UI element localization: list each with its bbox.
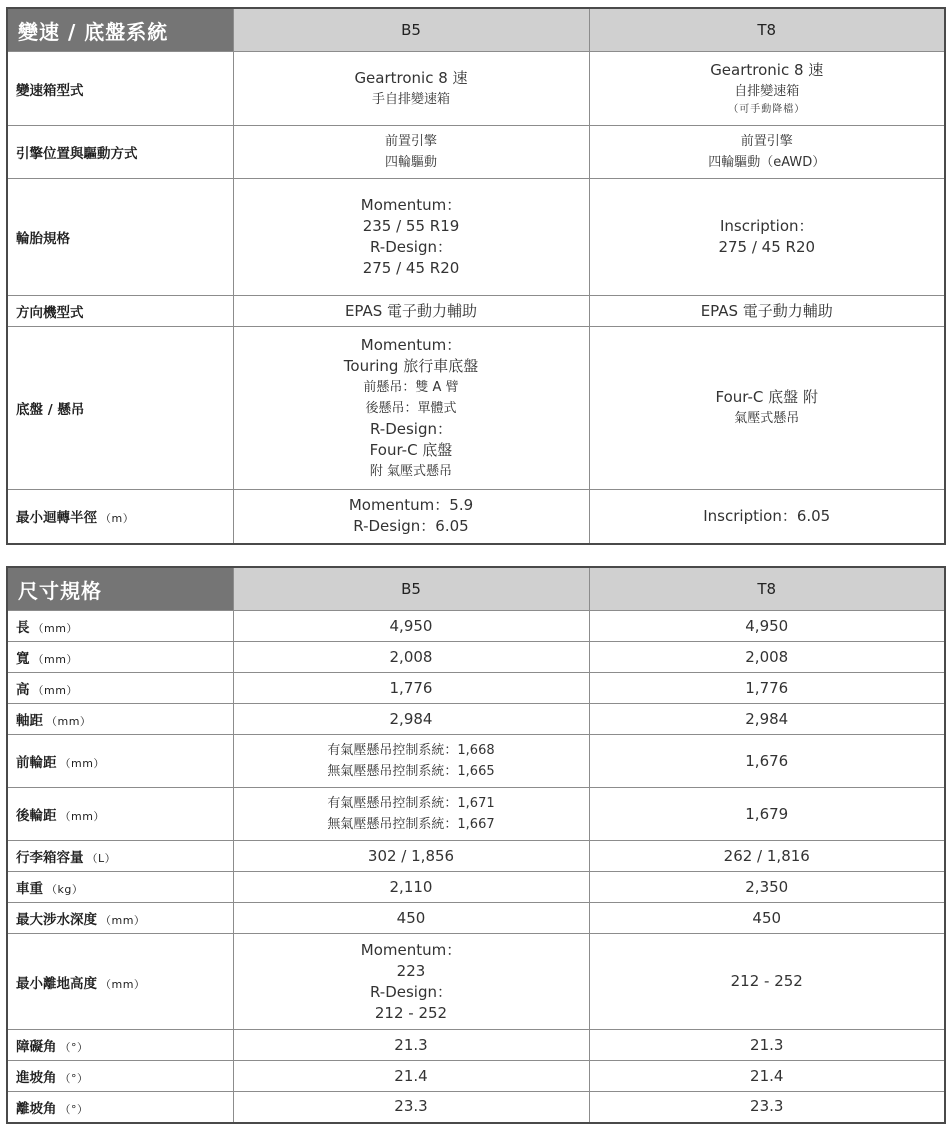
b5-value: Momentum：5.9 R-Design：6.05: [233, 490, 589, 544]
column-header-t8: T8: [589, 8, 945, 52]
column-header-t8: T8: [589, 567, 945, 611]
b5-value: Momentum： 235 / 55 R19 R-Design： 275 / 45 R20: [233, 179, 589, 296]
row-label: 最小離地高度 （mm）: [7, 934, 233, 1030]
column-header-b5: B5: [233, 567, 589, 611]
b5-value: 2,008: [233, 642, 589, 673]
row-label: 高 （mm）: [7, 673, 233, 704]
table-row: [7, 934, 945, 1030]
t8-value: 21.3: [589, 1030, 945, 1061]
t8-value: 212 - 252: [589, 934, 945, 1030]
table-row: [7, 327, 945, 490]
b5-value: Momentum： Touring 旅行車底盤 前懸吊：雙 A 臂 後懸吊：單體式 R-Design： Four-C 底盤 附 氣壓式懸吊: [233, 327, 589, 490]
row-label: 進坡角 （°）: [7, 1061, 233, 1092]
b5-value: 1,776: [233, 673, 589, 704]
row-label: 底盤 / 懸吊: [7, 327, 233, 490]
dimensions-spec-table: [6, 566, 946, 1124]
b5-value: Momentum： 223 R-Design： 212 - 252: [233, 934, 589, 1030]
t8-value: EPAS 電子動力輔助: [589, 296, 945, 327]
b5-value: 21.3: [233, 1030, 589, 1061]
b5-value: 有氣壓懸吊控制系統：1,668 無氣壓懸吊控制系統：1,665: [233, 735, 589, 788]
table-row: [7, 490, 945, 544]
row-label: 最大涉水深度 （mm）: [7, 903, 233, 934]
table-row: [7, 673, 945, 704]
row-label: 最小迴轉半徑 （m）: [7, 490, 233, 544]
table-row: [7, 1061, 945, 1092]
row-label: 離坡角 （°）: [7, 1092, 233, 1123]
table-row: [7, 296, 945, 327]
b5-value: Geartronic 8 速 手自排變速箱: [233, 52, 589, 126]
table-row: [7, 704, 945, 735]
t8-value: 4,950: [589, 611, 945, 642]
table-header-row: [7, 567, 945, 611]
row-label: 長 （mm）: [7, 611, 233, 642]
t8-value: 23.3: [589, 1092, 945, 1123]
table-row: [7, 1030, 945, 1061]
b5-value: 4,950: [233, 611, 589, 642]
b5-value: 有氣壓懸吊控制系統：1,671 無氣壓懸吊控制系統：1,667: [233, 788, 589, 841]
table-row: [7, 126, 945, 179]
t8-value: 262 / 1,816: [589, 841, 945, 872]
t8-value: Four-C 底盤 附 氣壓式懸吊: [589, 327, 945, 490]
t8-value: Inscription：6.05: [589, 490, 945, 544]
t8-value: 1,679: [589, 788, 945, 841]
t8-value: 450: [589, 903, 945, 934]
row-label: 行李箱容量 （L）: [7, 841, 233, 872]
t8-value: 21.4: [589, 1061, 945, 1092]
t8-value: 2,350: [589, 872, 945, 903]
b5-value: 21.4: [233, 1061, 589, 1092]
t8-value: 1,676: [589, 735, 945, 788]
table-row: [7, 52, 945, 126]
row-label: 引擎位置與驅動方式: [7, 126, 233, 179]
table-row: [7, 611, 945, 642]
row-label: 車重 （kg）: [7, 872, 233, 903]
b5-value: 2,110: [233, 872, 589, 903]
row-label: 前輪距 （mm）: [7, 735, 233, 788]
t8-value: 1,776: [589, 673, 945, 704]
table-row: [7, 788, 945, 841]
b5-value: 2,984: [233, 704, 589, 735]
table-row: [7, 841, 945, 872]
t8-value: 前置引擎 四輪驅動（eAWD）: [589, 126, 945, 179]
table-header-row: [7, 8, 945, 52]
row-label: 方向機型式: [7, 296, 233, 327]
table-row: [7, 642, 945, 673]
transmission-spec-table: [6, 7, 946, 545]
table-row: [7, 903, 945, 934]
b5-value: 23.3: [233, 1092, 589, 1123]
t8-value: Inscription： 275 / 45 R20: [589, 179, 945, 296]
row-label: 障礙角 （°）: [7, 1030, 233, 1061]
t8-value: 2,984: [589, 704, 945, 735]
column-header-b5: B5: [233, 8, 589, 52]
table-row: [7, 1092, 945, 1123]
row-label: 輪胎規格: [7, 179, 233, 296]
table-row: [7, 179, 945, 296]
row-label: 變速箱型式: [7, 52, 233, 126]
table-row: [7, 735, 945, 788]
b5-value: EPAS 電子動力輔助: [233, 296, 589, 327]
t8-value: Geartronic 8 速 自排變速箱 （可手動降檔）: [589, 52, 945, 126]
row-label: 後輪距 （mm）: [7, 788, 233, 841]
row-label: 軸距 （mm）: [7, 704, 233, 735]
b5-value: 前置引擎 四輪驅動: [233, 126, 589, 179]
b5-value: 450: [233, 903, 589, 934]
b5-value: 302 / 1,856: [233, 841, 589, 872]
t8-value: 2,008: [589, 642, 945, 673]
section-title: 尺寸規格: [7, 567, 233, 611]
table-row: [7, 872, 945, 903]
row-label: 寬 （mm）: [7, 642, 233, 673]
section-title: 變速 / 底盤系統: [7, 8, 233, 52]
